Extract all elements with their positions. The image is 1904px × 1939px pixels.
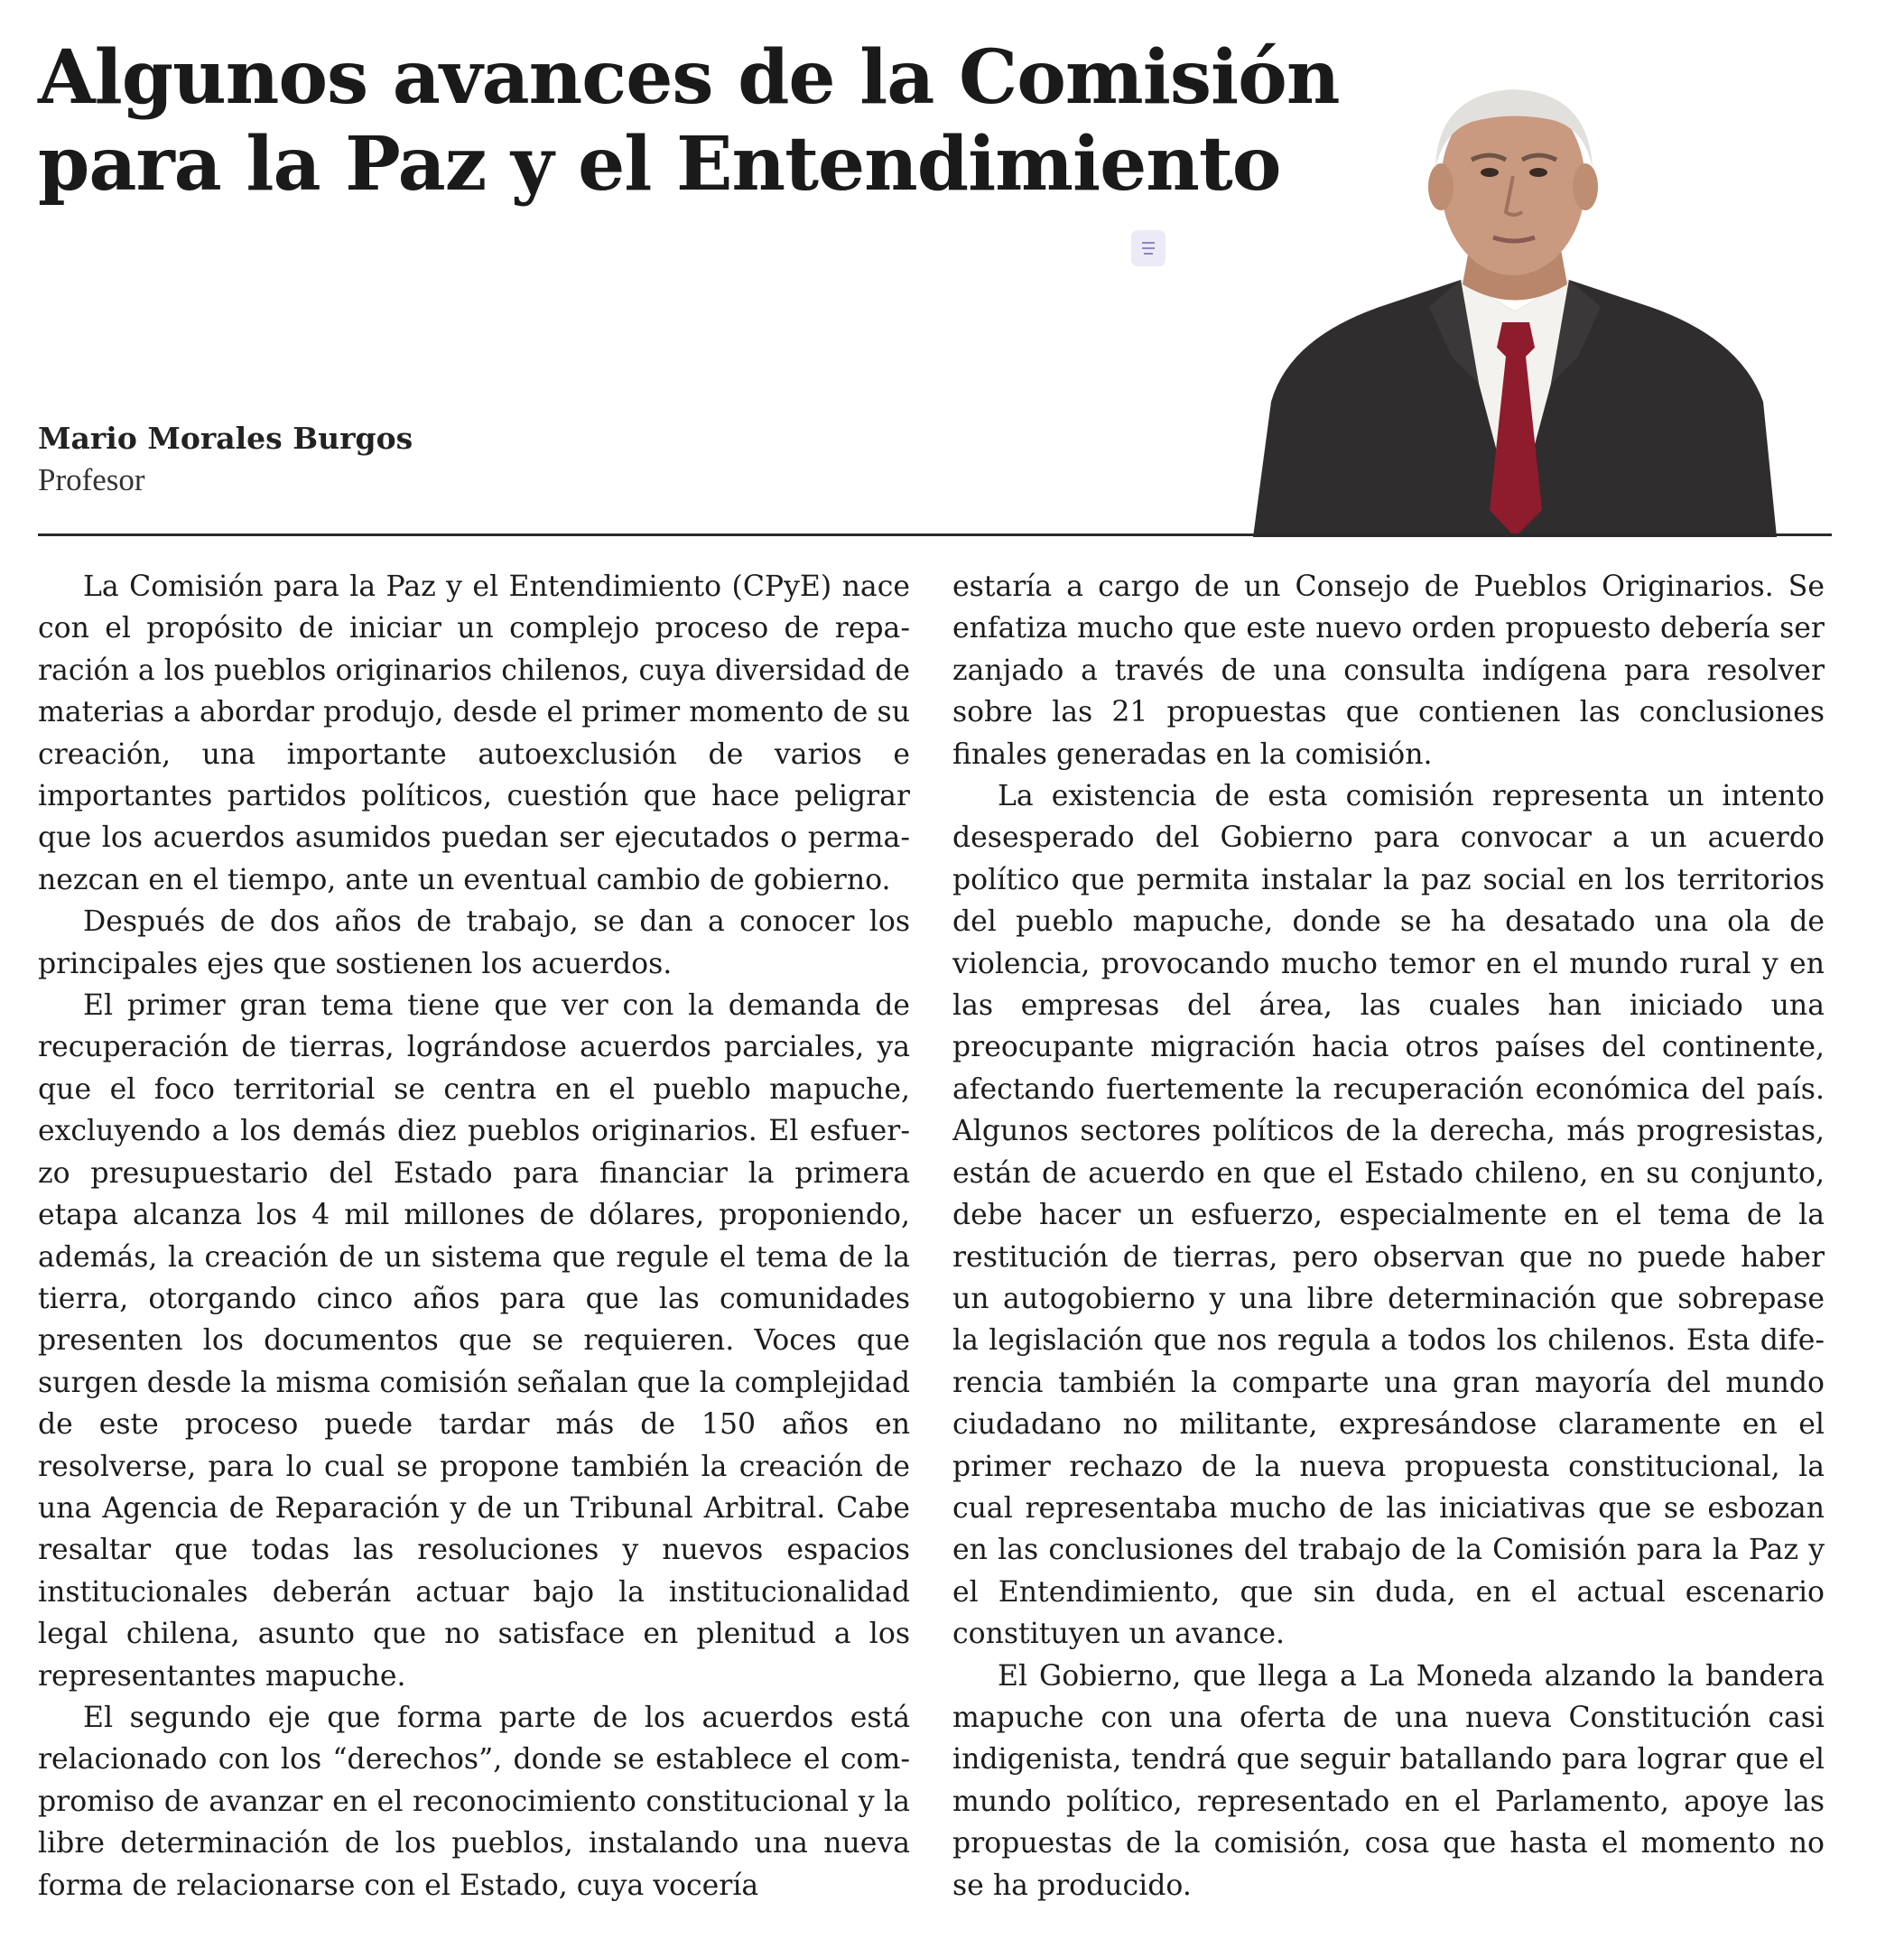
- paragraph: La existencia de esta comisión representa un intento desesperado del Gobierno para convocar a un acuerdo político que permita instalar la paz social en los territorios del pueblo mapuche, donde se ha desatado una ola de violencia, provocando mucho temor en el mundo rural y en las empresas del área, las cuales han iniciado una preocupante migración hacia otros países del continente, afectando fuertemente la recuperación económica del país. Algunos sectores políticos de la derecha, más progresistas, están de acuerdo en que el Estado chileno, en su conjunto, debe hacer un esfuerzo, especialmente en el tema de la restitución de tierras, pero observan que no puede haber un autogobierno y una libre determinación que sobrepase la legislación que nos regula a todos los chilenos. Esta diferencia también la comparte una gran mayoría del mundo ciudadano no militante, expresándose claramente en el primer rechazo de la nueva propuesta constitucional, la cual representaba mucho de las iniciativas que se esbozan en las conclusiones del trabajo de la Comisión para la Paz y el Entendimiento, que sin duda, en el actual escenario constituyen un avance.: [952, 780, 1825, 1651]
- ear-left: [1428, 163, 1454, 210]
- article-title: Algunos avances de la Comisión para la Paz y el Entendimiento: [38, 34, 1340, 208]
- ear-right: [1573, 163, 1598, 210]
- paragraph: estaría a cargo de un Consejo de Pueblos Originarios. Se enfatiza mucho que este nuevo orden propuesto debería ser zanjado a través de una consulta indígena para resolver sobre las 21 propuestas que contienen las conclusiones finales generadas en la comisión.: [952, 571, 1825, 771]
- article-column-left: [38, 566, 910, 1920]
- author-photo: [1235, 86, 1791, 537]
- author-name: Mario Morales Burgos: [38, 421, 413, 456]
- paragraph: El Gobierno, que llega a La Moneda alzando la bandera mapuche con una oferta de una nueva Constitución casi indigenista, tendrá que seguir batallando para lograr que el mundo político, representado en el Parlamento, apoye las propuestas de la comisión, cosa que hasta el momento no se ha producido.: [952, 1659, 1825, 1902]
- author-role: Profesor: [38, 462, 145, 497]
- paragraph: La Comisión para la Paz y el Entendimiento (CPyE) nace con el propósito de iniciar un complejo proceso de reparación a los pueblos originarios chilenos, cuya diversidad de materias a abordar produjo, desde el primer momento de su creación, una importante autoexclusión de varios e importantes partidos políticos, cuestión que hace peligrar que los acuerdos asumidos puedan ser ejecutados o permanezcan en el tiempo, ante un eventual cambio de gobierno.: [38, 571, 910, 896]
- paragraph: El primer gran tema tiene que ver con la demanda de recuperación de tierras, lográndose acuerdos parciales, ya que el foco territorial se centra en el pueblo mapuche, excluyendo a los demás diez pueblos originarios. El esfuerzo presupuestario del Estado para financiar la primera etapa alcanza los 4 mil millones de dólares, proponiendo, además, la creación de un sistema que regule el tema de la tierra, otorgando cinco años para que las comunidades presenten los documentos que se requieren. Voces que surgen desde la misma comisión señalan que la complejidad de este proceso puede tardar más de 150 años en resolverse, para lo cual se propone también la creación de una Agencia de Reparación y de un Tribunal Arbitral. Cabe resaltar que todas las resoluciones y nuevos espacios institucionales deberán actuar bajo la institucionalidad legal chilena, asunto que no satisface en plenitud a los representantes mapuche.: [38, 989, 910, 1693]
- paragraph: Después de dos años de trabajo, se dan a conocer los principales ejes que sostienen los acuerdos.: [38, 905, 910, 980]
- header-divider: [38, 533, 1832, 536]
- note-icon[interactable]: [1131, 230, 1166, 266]
- paragraph: El segundo eje que forma parte de los acuerdos está relacionado con los “derechos”, donde se establece el compromiso de avanzar en el reconocimiento constitucional y la libre determinación de los pueblos, instalando una nueva forma de relacionarse con el Estado, cuya vocería: [38, 1701, 910, 1902]
- byline: [38, 418, 413, 501]
- article-column-right: [952, 566, 1825, 1920]
